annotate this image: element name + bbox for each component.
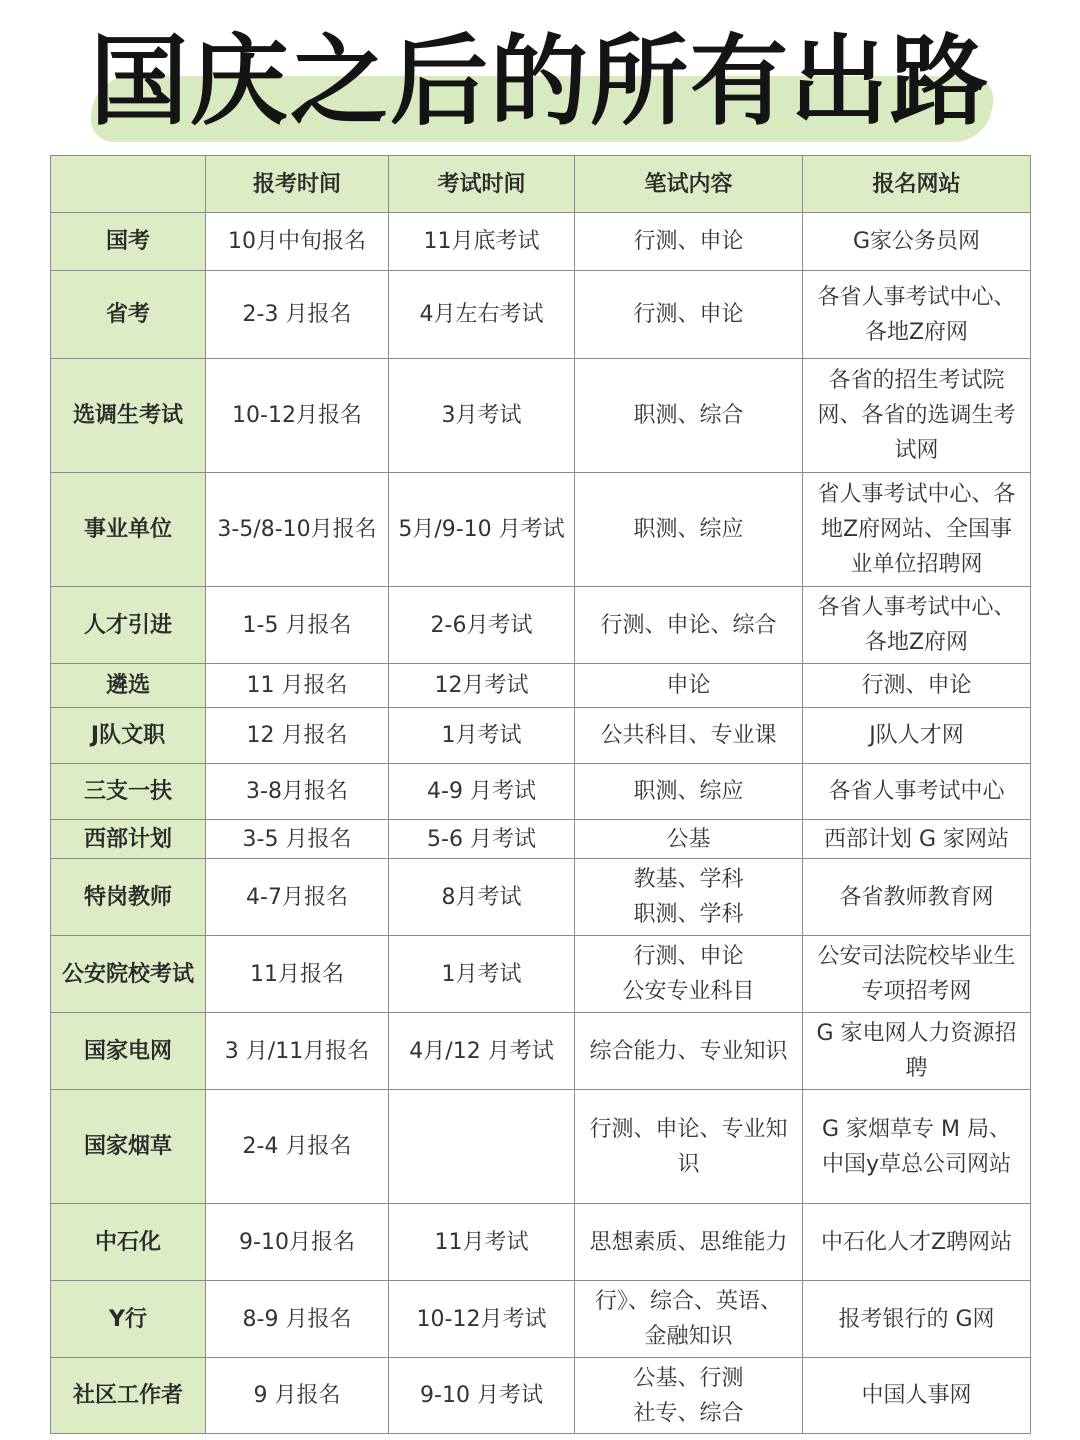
apply-time-cell: 2-3 月报名	[206, 271, 389, 359]
table-row	[51, 1013, 1031, 1090]
site-cell: 各省人事考试中心、 各地Z府网	[803, 587, 1031, 664]
header-exam-time: 考试时间	[389, 156, 575, 213]
content-cell: 综合能力、专业知识	[575, 1013, 803, 1090]
exam-time-cell: 11月考试	[389, 1204, 575, 1281]
table-row	[51, 473, 1031, 587]
title-area	[0, 0, 1080, 150]
header-blank	[51, 156, 206, 213]
exam-time-cell: 4月/12 月考试	[389, 1013, 575, 1090]
site-cell: G家公务员网	[803, 213, 1031, 271]
table-row	[51, 708, 1031, 764]
row-label: 省考	[51, 271, 206, 359]
site-cell: G 家烟草专 M 局、 中国y草总公司网站	[803, 1090, 1031, 1204]
content-cell: 职测、综应	[575, 764, 803, 820]
site-cell: 各省的招生考试院 网、各省的选调生考 试网	[803, 359, 1031, 473]
site-cell: 各省人事考试中心	[803, 764, 1031, 820]
content-cell: 行测、申论、专业知 识	[575, 1090, 803, 1204]
table-row	[51, 1090, 1031, 1204]
content-cell: 行测、申论、综合	[575, 587, 803, 664]
content-cell: 行测、申论	[575, 213, 803, 271]
content-cell: 职测、综合	[575, 359, 803, 473]
row-label: 国考	[51, 213, 206, 271]
exam-time-cell: 9-10 月考试	[389, 1358, 575, 1434]
table-row	[51, 1281, 1031, 1358]
row-label: 公安院校考试	[51, 936, 206, 1013]
table-row	[51, 271, 1031, 359]
exam-time-cell: 5月/9-10 月考试	[389, 473, 575, 587]
table-row	[51, 1204, 1031, 1281]
row-label: Y行	[51, 1281, 206, 1358]
site-cell: 行测、申论	[803, 664, 1031, 708]
row-label: 选调生考试	[51, 359, 206, 473]
row-label: 三支一扶	[51, 764, 206, 820]
site-cell: 报考银行的 G网	[803, 1281, 1031, 1358]
table-row	[51, 587, 1031, 664]
table-row	[51, 936, 1031, 1013]
apply-time-cell: 8-9 月报名	[206, 1281, 389, 1358]
header-apply-site: 报名网站	[803, 156, 1031, 213]
apply-time-cell: 2-4 月报名	[206, 1090, 389, 1204]
content-cell: 思想素质、思维能力	[575, 1204, 803, 1281]
row-label: 社区工作者	[51, 1358, 206, 1434]
table-row	[51, 859, 1031, 936]
apply-time-cell: 11月报名	[206, 936, 389, 1013]
row-label: 特岗教师	[51, 859, 206, 936]
row-label: 事业单位	[51, 473, 206, 587]
row-label: 国家电网	[51, 1013, 206, 1090]
content-cell: 行》、综合、英语、 金融知识	[575, 1281, 803, 1358]
exam-time-cell: 4月左右考试	[389, 271, 575, 359]
exam-time-cell: 11月底考试	[389, 213, 575, 271]
exam-time-cell: 5-6 月考试	[389, 820, 575, 859]
row-label: 国家烟草	[51, 1090, 206, 1204]
apply-time-cell: 4-7月报名	[206, 859, 389, 936]
table-row	[51, 213, 1031, 271]
content-cell: 行测、申论 公安专业科目	[575, 936, 803, 1013]
exam-time-cell: 10-12月考试	[389, 1281, 575, 1358]
table-row	[51, 764, 1031, 820]
exam-time-cell: 12月考试	[389, 664, 575, 708]
row-label: 遴选	[51, 664, 206, 708]
site-cell: 公安司法院校毕业生 专项招考网	[803, 936, 1031, 1013]
table-row	[51, 820, 1031, 859]
exam-time-cell: 1月考试	[389, 708, 575, 764]
row-label: J队文职	[51, 708, 206, 764]
apply-time-cell: 9-10月报名	[206, 1204, 389, 1281]
apply-time-cell: 1-5 月报名	[206, 587, 389, 664]
content-cell: 申论	[575, 664, 803, 708]
site-cell: 各省教师教育网	[803, 859, 1031, 936]
header-apply-time: 报考时间	[206, 156, 389, 213]
apply-time-cell: 10月中旬报名	[206, 213, 389, 271]
exam-time-cell	[389, 1090, 575, 1204]
table-row	[51, 664, 1031, 708]
apply-time-cell: 3-5 月报名	[206, 820, 389, 859]
site-cell: J队人才网	[803, 708, 1031, 764]
apply-time-cell: 3-5/8-10月报名	[206, 473, 389, 587]
content-cell: 公共科目、专业课	[575, 708, 803, 764]
site-cell: 中石化人才Z聘网站	[803, 1204, 1031, 1281]
exam-time-cell: 1月考试	[389, 936, 575, 1013]
career-paths-table	[50, 155, 1031, 1434]
site-cell: 西部计划 G 家网站	[803, 820, 1031, 859]
row-label: 中石化	[51, 1204, 206, 1281]
table-row	[51, 359, 1031, 473]
content-cell: 公基、行测 社专、综合	[575, 1358, 803, 1434]
page-title: 国庆之后的所有出路	[89, 25, 990, 139]
exam-time-cell: 3月考试	[389, 359, 575, 473]
apply-time-cell: 11 月报名	[206, 664, 389, 708]
row-label: 西部计划	[51, 820, 206, 859]
apply-time-cell: 3-8月报名	[206, 764, 389, 820]
site-cell: 省人事考试中心、各 地Z府网站、全国事 业单位招聘网	[803, 473, 1031, 587]
apply-time-cell: 3 月/11月报名	[206, 1013, 389, 1090]
site-cell: G 家电网人力资源招 聘	[803, 1013, 1031, 1090]
table-row	[51, 1358, 1031, 1434]
exam-time-cell: 4-9 月考试	[389, 764, 575, 820]
site-cell: 各省人事考试中心、 各地Z府网	[803, 271, 1031, 359]
apply-time-cell: 10-12月报名	[206, 359, 389, 473]
content-cell: 行测、申论	[575, 271, 803, 359]
apply-time-cell: 12 月报名	[206, 708, 389, 764]
content-cell: 职测、综应	[575, 473, 803, 587]
exam-time-cell: 2-6月考试	[389, 587, 575, 664]
exam-time-cell: 8月考试	[389, 859, 575, 936]
row-label: 人才引进	[51, 587, 206, 664]
apply-time-cell: 9 月报名	[206, 1358, 389, 1434]
table-header-row	[51, 156, 1031, 213]
content-cell: 教基、学科 职测、学科	[575, 859, 803, 936]
site-cell: 中国人事网	[803, 1358, 1031, 1434]
content-cell: 公基	[575, 820, 803, 859]
header-written-content: 笔试内容	[575, 156, 803, 213]
